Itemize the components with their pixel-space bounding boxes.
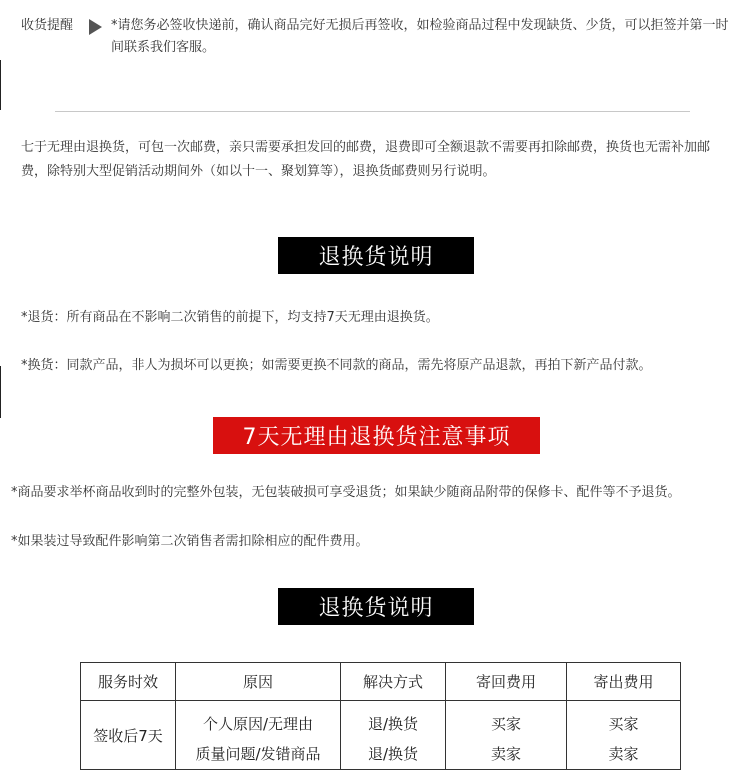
cell-return-cost bbox=[446, 701, 567, 770]
cell-solutions bbox=[341, 701, 446, 770]
section-title-return-exchange-2: 退换货说明 bbox=[278, 588, 474, 625]
left-edge-mark bbox=[0, 366, 1, 418]
table-row bbox=[81, 701, 681, 770]
left-edge-mark bbox=[0, 60, 1, 110]
cell-period: 签收后7天 bbox=[81, 701, 176, 770]
send-cost-1: 买家 bbox=[608, 715, 639, 733]
policy-text: 七于无理由退换货，可包一次邮费，亲只需要承担发回的邮费，退费即可全额退款不需要再扣除邮费，换货也无需补加邮费，除特别大型促销活动期间外（如以十一、聚划算等），退换货邮费则另行说明。 bbox=[21, 140, 711, 179]
cell-send-cost bbox=[567, 701, 681, 770]
play-triangle-icon bbox=[89, 19, 102, 35]
notice-label: 收货提醒 bbox=[21, 18, 74, 33]
notice-text: *请您务必签收快递前，确认商品完好无损后再签收，如检验商品过程中发现缺货、少货，可以拒签并第一时间联系我们客服。 bbox=[111, 18, 729, 55]
notes-line-2: *如果装过导致配件影响第二次销售者需扣除相应的配件费用。 bbox=[11, 534, 369, 549]
return-cost-1: 买家 bbox=[490, 715, 521, 733]
solution-1: 退/换货 bbox=[367, 715, 419, 733]
header-reason: 原因 bbox=[176, 663, 341, 701]
return-cost-2: 卖家 bbox=[490, 745, 521, 763]
section-title-7day-notes: 7天无理由退换货注意事项 bbox=[213, 417, 540, 454]
service-table bbox=[80, 662, 681, 770]
header-send-cost: 寄出费用 bbox=[567, 663, 681, 701]
table-header-row bbox=[81, 663, 681, 701]
cell-reasons bbox=[176, 701, 341, 770]
reason-quality: 质量问题/发错商品 bbox=[195, 745, 321, 763]
notes-line-1: *商品要求举杯商品收到时的完整外包装，无包装破损可享受退货；如果缺少随商品附带的保修卡、配件等不予退货。 bbox=[11, 485, 681, 500]
header-return-cost: 寄回费用 bbox=[446, 663, 567, 701]
header-service-period: 服务时效 bbox=[81, 663, 176, 701]
section-title-return-exchange: 退换货说明 bbox=[278, 237, 474, 274]
divider bbox=[55, 111, 690, 112]
reason-personal: 个人原因/无理由 bbox=[202, 715, 314, 733]
solution-2: 退/换货 bbox=[367, 745, 419, 763]
send-cost-2: 卖家 bbox=[608, 745, 639, 763]
exchange-policy-line: *换货：同款产品，非人为损坏可以更换；如需要更换不同款的商品，需先将原产品退款，再拍下新产品付款。 bbox=[21, 358, 652, 373]
header-solution: 解决方式 bbox=[341, 663, 446, 701]
return-policy-line: *退货：所有商品在不影响二次销售的前提下，均支持7天无理由退换货。 bbox=[21, 310, 439, 325]
